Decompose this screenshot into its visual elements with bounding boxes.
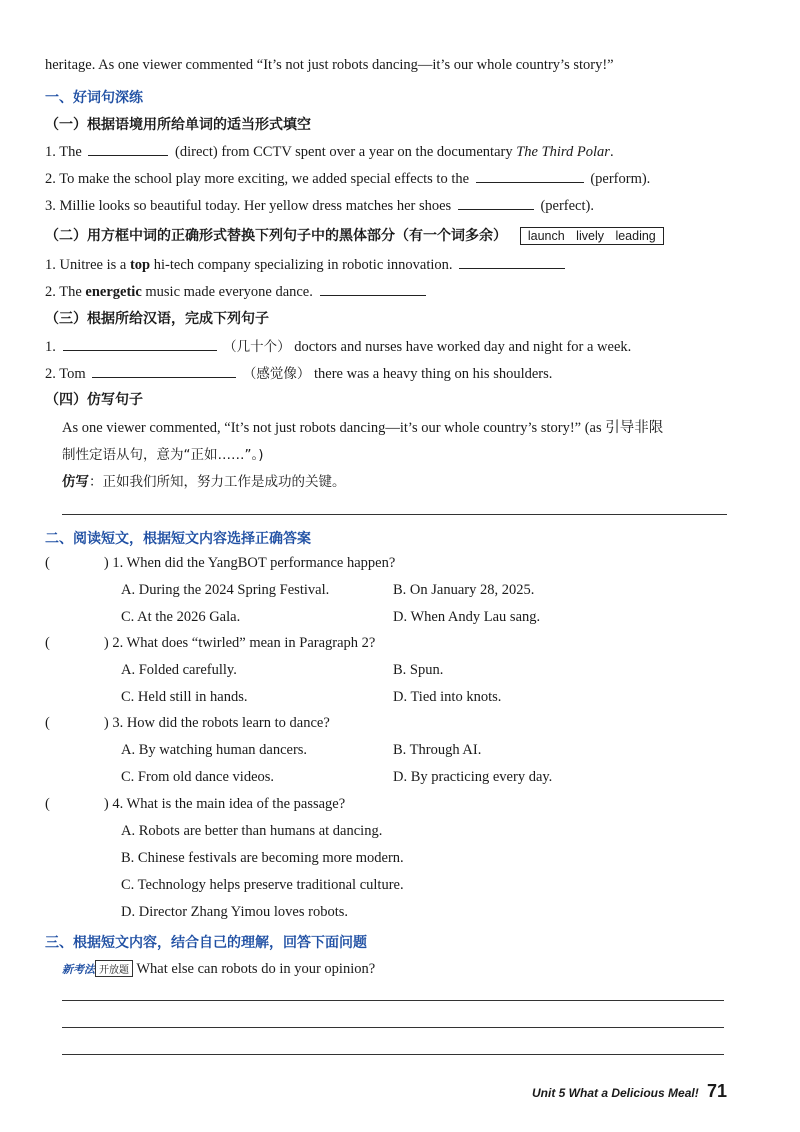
q-text: . [609,144,614,160]
passage-continuation: heritage. As one viewer commented “It’s not just robots dancing—it’s our whole country’s story!” [45,57,614,73]
answer-line[interactable] [62,1027,724,1028]
part4-example-line2: 制性定语从句，意为“正如……”。) [62,447,264,463]
part2-title-text: （二）用方框中词的正确形式替换下列句子中的黑体部分（有一个词多余） [45,228,507,244]
section3-title: 三、根据短文内容，结合自己的理解，回答下面问题 [45,935,367,951]
q-text: (perfect). [540,198,594,214]
option-a: A. During the 2024 Spring Festival. [121,582,330,598]
part3-q1 [45,335,631,356]
answer-paren-close: ) [103,635,109,651]
documentary-title: The Third Polar [516,144,610,160]
answer-line[interactable] [62,1000,724,1001]
q-text: 2. To make the school play more exciting, we added special effects to the [45,171,470,187]
answer-paren-close: ) [103,555,109,571]
q-text: there was a heavy thing on his shoulders. [314,366,553,382]
answer-line[interactable] [62,1054,724,1055]
q-text: 3. Millie looks so beautiful today. Her yellow dress matches her shoes [45,198,452,214]
option-b: B. Chinese festivals are becoming more modern. [121,850,404,866]
unit-title: Unit 5 What a Delicious Meal! [532,1086,699,1100]
option-c: C. From old dance videos. [121,769,275,785]
part1-q2 [45,168,650,188]
answer-paren-close: ) [103,796,109,812]
imitate-label: 仿写 [62,474,89,490]
q-text: (perform). [590,171,651,187]
bold-word: energetic [85,284,142,300]
part4-title: （四）仿写句子 [45,392,143,408]
part2-q1 [45,254,568,274]
answer-blank[interactable] [458,195,534,210]
mc-question-3 [45,715,330,732]
open-question-badge: 开放题 [95,960,133,977]
answer-paren-open[interactable]: ( [45,715,50,731]
part2-q2 [45,281,429,301]
option-d: D. By practicing every day. [393,769,553,785]
part1-q3 [45,195,594,215]
imitate-text: ：正如我们所知，努力工作是成功的关键。 [89,474,346,490]
answer-blank[interactable] [92,363,236,378]
answer-blank[interactable] [88,141,168,156]
part2-title [45,225,664,245]
part4-example-line1: As one viewer commented, “It’s not just robots dancing—it’s our whole country’s story!” (as 引导非限 [62,420,664,436]
question-stem: 3. How did the robots learn to dance? [112,715,330,731]
mc-question-2 [45,635,375,652]
imitate-line [62,470,346,490]
option-c: C. Held still in hands. [121,689,248,705]
question-stem: 4. What is the main idea of the passage? [112,796,346,812]
mc-question-4 [45,796,345,813]
option-b: B. Through AI. [393,742,482,758]
page-number: 71 [707,1081,728,1101]
answer-blank[interactable] [320,281,426,296]
part3-title: （三）根据所给汉语，完成下列句子 [45,311,269,327]
option-d: D. Director Zhang Yimou loves robots. [121,904,348,920]
question-stem: What else can robots do in your opinion? [136,961,376,977]
option-c: C. Technology helps preserve traditional culture. [121,877,404,893]
part1-q1 [45,141,614,161]
q-text: 2. Tom [45,366,86,382]
option-a: A. Folded carefully. [121,662,237,678]
answer-blank[interactable] [63,336,217,351]
q-text: 1. The [45,144,82,160]
q-text: music made everyone dance. [145,284,313,300]
question-stem: 1. When did the YangBOT performance happen? [112,555,396,571]
option-a: A. Robots are better than humans at dancing. [121,823,383,839]
part1-title: （一）根据语境用所给单词的适当形式填空 [45,117,311,133]
q-text: 2. The [45,284,82,300]
q-text: 1. Unitree is a [45,257,127,273]
q-text: doctors and nurses have worked day and night for a week. [294,339,632,355]
option-a: A. By watching human dancers. [121,742,308,758]
word-box: launch lively leading [520,227,664,245]
open-question [62,960,375,978]
answer-line[interactable] [62,514,727,515]
answer-paren-open[interactable]: ( [45,555,50,571]
section2-title: 二、阅读短文，根据短文内容选择正确答案 [45,531,311,547]
option-c: C. At the 2026 Gala. [121,609,241,625]
answer-paren-close: ) [103,715,109,731]
new-exam-label: 新考法 [62,963,95,976]
answer-blank[interactable] [476,168,584,183]
option-b: B. On January 28, 2025. [393,582,535,598]
question-stem: 2. What does “twirled” mean in Paragraph 2? [112,635,376,651]
mc-question-1 [45,555,395,572]
section1-title: 一、好词句深练 [45,90,143,106]
chinese-hint: （几十个） [223,339,291,355]
q-text: 1. [45,339,56,355]
answer-paren-open[interactable]: ( [45,796,50,812]
bold-word: top [129,257,151,273]
option-d: D. When Andy Lau sang. [393,609,541,625]
answer-blank[interactable] [459,254,565,269]
part3-q2 [45,362,552,383]
new-exam-tag [62,960,133,977]
chinese-hint: （感觉像） [242,366,311,382]
option-b: B. Spun. [393,662,444,678]
q-text: (direct) from CCTV spent over a year on the documentary [175,144,513,160]
q-text: hi-tech company specializing in robotic innovation. [153,257,453,273]
option-d: D. Tied into knots. [393,689,502,705]
answer-paren-open[interactable]: ( [45,635,50,651]
